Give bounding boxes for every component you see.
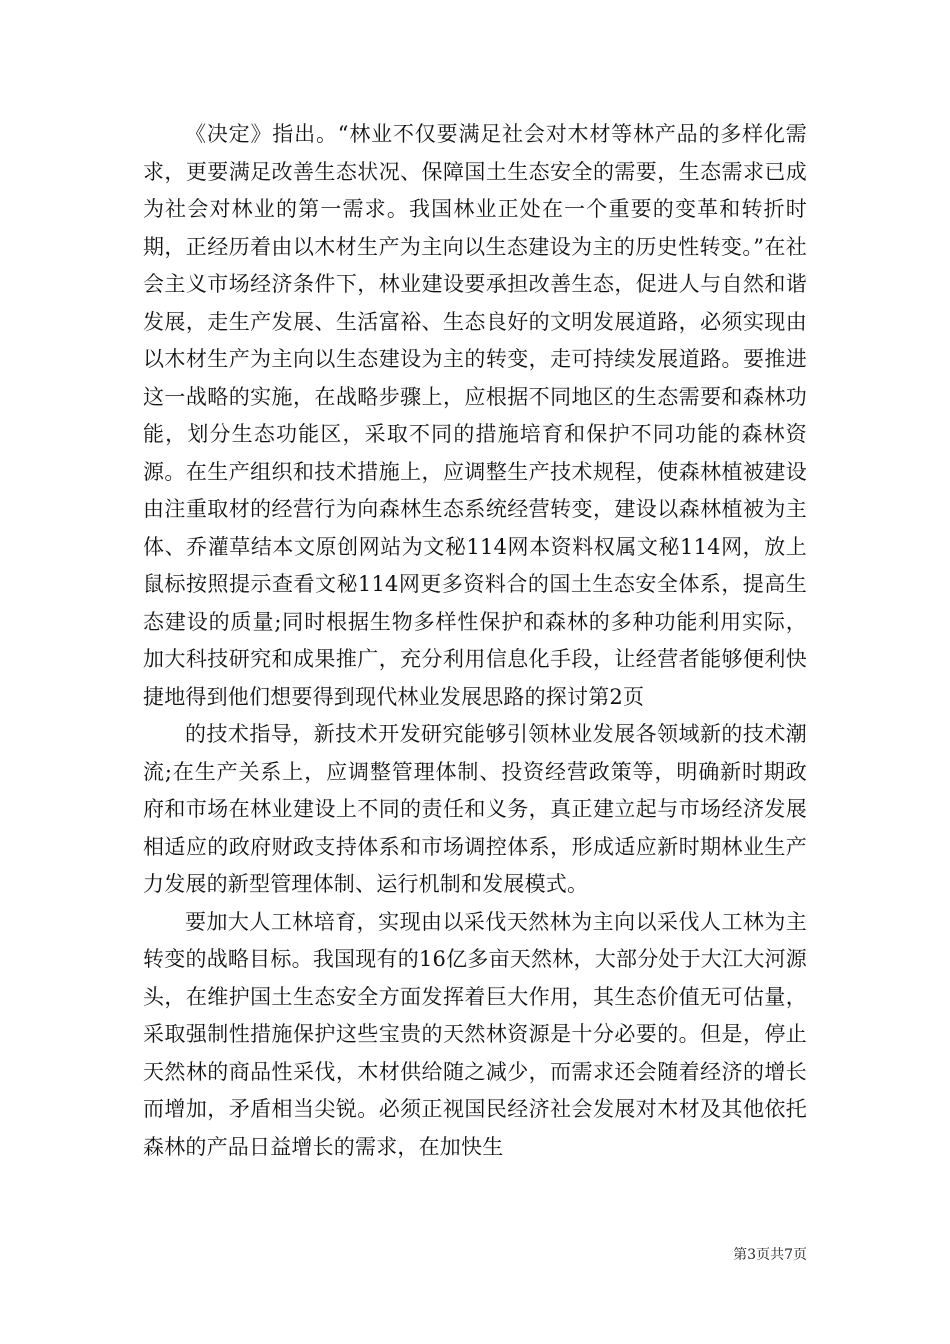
paragraph-3: 要加大人工林培育，实现由以采伐天然林为主向以采伐人工林为主转变的战略目标。我国现有的16亿多亩天然林，大部分处于大江大河源头，在维护国土生态安全方面发挥着巨大作用，其生态价值无可估量，采取强制性措施保护这些宝贵的天然林资源是十分必要的。但是，停止天然林的商品性采伐，木材供给随之减少，而需求还会随着经济的增长而增加，矛盾相当尖锐。必须正视国民经济社会发展对木材及其他依托森林的产品日益增长的需求，在加快生 xyxy=(143,909,807,1159)
paragraph-2: 的技术指导，新技术开发研究能够引领林业发展各领域新的技术潮流;在生产关系上，应调整管理体制、投资经营政策等，明确新时期政府和市场在林业建设上不同的责任和义务，真正建立起与市场经济发展相适应的政府财政支持体系和市场调控体系，形成适应新时期林业生产力发展的新型管理体制、运行机制和发展模式。 xyxy=(143,722,807,896)
body-text xyxy=(143,116,807,1166)
paragraph-1: 《决定》指出。“林业不仅要满足社会对木材等林产品的多样化需求，更要满足改善生态状况、保障国土生态安全的需要，生态需求已成为社会对林业的第一需求。我国林业正处在一个重要的变革和转折时期，正经历着由以木材生产为主向以生态建设为主的历史性转变。”在社会主义市场经济条件下，林业建设要承担改善生态，促进人与自然和谐发展，走生产发展、生活富裕、生态良好的文明发展道路，必须实现由以木材生产为主向以生态建设为主的转变，走可持续发展道路。要推进这一战略的实施，在战略步骤上，应根据不同地区的生态需要和森林功能，划分生态功能区，采取不同的措施培育和保护不同功能的森林资源。在生产组织和技术措施上，应调整生产技术规程，使森林植被建设由注重取材的经营行为向森林生态系统经营转变，建设以森林植被为主体、乔灌草结本文原创网站为文秘114网本资料权属文秘114网，放上鼠标按照提示查看文秘114网更多资料合的国土生态安全体系，提高生态建设的质量;同时根据生物多样性保护和森林的多种功能利用实际，加大科技研究和成果推广，充分利用信息化手段，让经营者能够便利快捷地得到他们想要得到现代林业发展思路的探讨第2页 xyxy=(143,122,807,709)
page-number-footer: 第3页共7页 xyxy=(733,1247,807,1263)
